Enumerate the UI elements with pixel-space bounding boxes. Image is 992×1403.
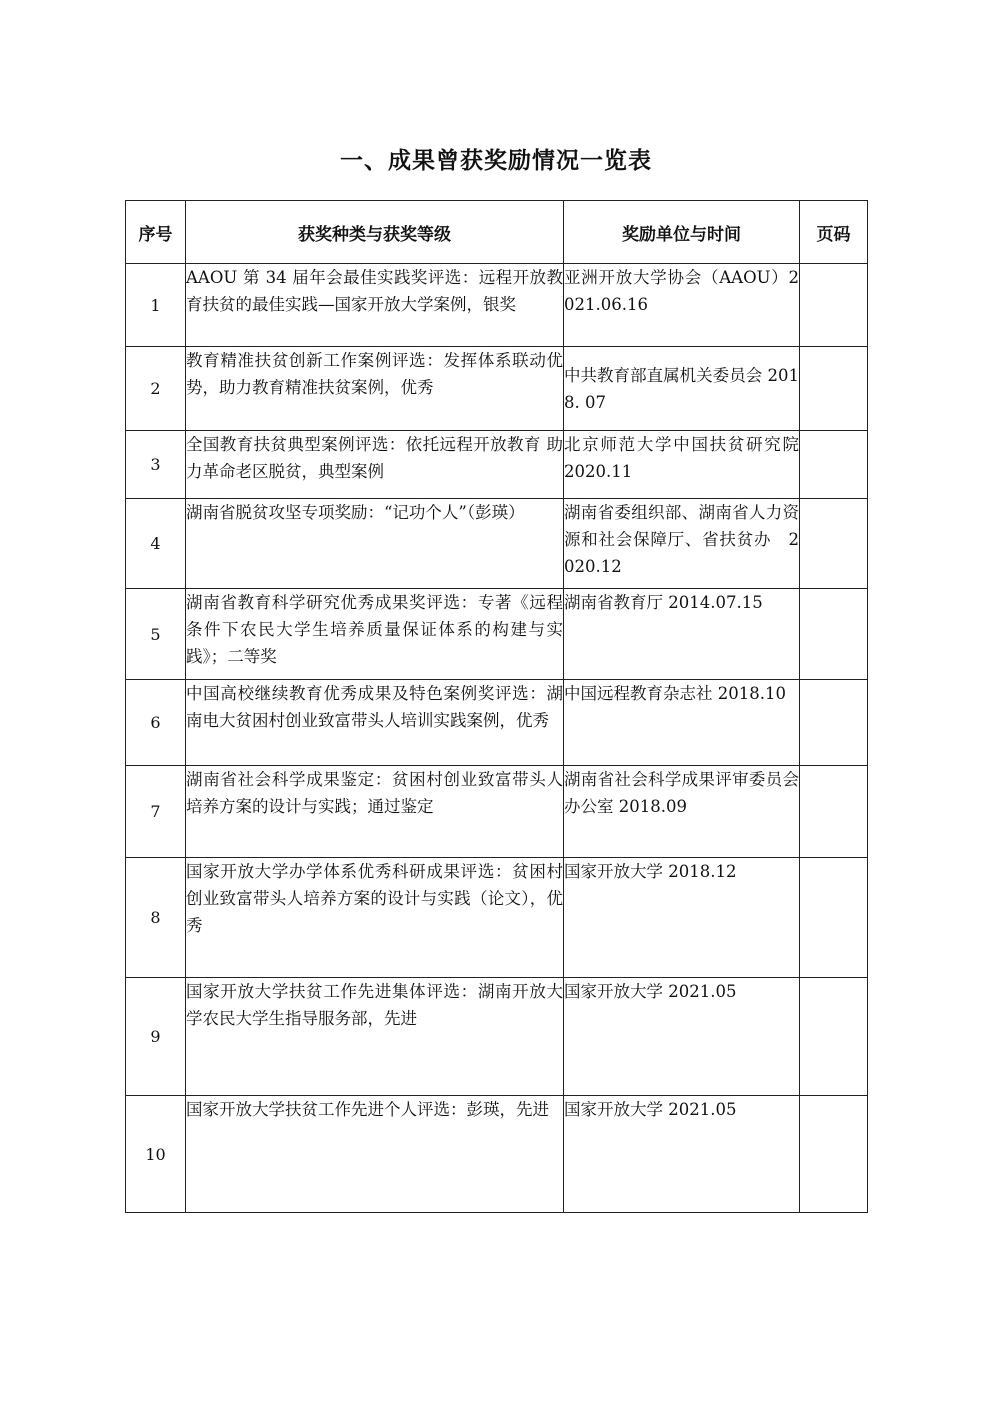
table-row bbox=[126, 431, 868, 499]
row-no: 2 bbox=[126, 347, 186, 431]
row-no: 3 bbox=[126, 431, 186, 499]
table-row bbox=[126, 589, 868, 680]
row-unit: 国家开放大学 2018.12 bbox=[564, 858, 800, 978]
row-unit: 国家开放大学 2021.05 bbox=[564, 978, 800, 1096]
row-no: 5 bbox=[126, 589, 186, 680]
row-page bbox=[800, 1096, 868, 1213]
row-no: 1 bbox=[126, 264, 186, 347]
row-award: 教育精准扶贫创新工作案例评选：发挥体系联动优势，助力教育精准扶贫案例，优秀 bbox=[186, 347, 564, 431]
row-page bbox=[800, 978, 868, 1096]
header-no: 序号 bbox=[126, 201, 186, 264]
row-unit: 湖南省教育厅 2014.07.15 bbox=[564, 589, 800, 680]
table-row bbox=[126, 499, 868, 589]
table-row bbox=[126, 680, 868, 766]
table-row bbox=[126, 1096, 868, 1213]
table-row bbox=[126, 858, 868, 978]
row-no: 9 bbox=[126, 978, 186, 1096]
row-no: 4 bbox=[126, 499, 186, 589]
row-page bbox=[800, 766, 868, 858]
row-page bbox=[800, 347, 868, 431]
row-unit: 中共教育部直属机关委员会 2018. 07 bbox=[564, 347, 800, 431]
row-unit: 中国远程教育杂志社 2018.10 bbox=[564, 680, 800, 766]
row-page bbox=[800, 858, 868, 978]
table-header-row bbox=[126, 201, 868, 264]
row-page bbox=[800, 499, 868, 589]
row-page bbox=[800, 589, 868, 680]
header-award: 获奖种类与获奖等级 bbox=[186, 201, 564, 264]
row-award: 国家开放大学办学体系优秀科研成果评选：贫困村创业致富带头人培养方案的设计与实践（论文），优秀 bbox=[186, 858, 564, 978]
row-award: 湖南省脱贫攻坚专项奖励：“记功个人”（彭瑛） bbox=[186, 499, 564, 589]
row-no: 10 bbox=[126, 1096, 186, 1213]
table-row bbox=[126, 766, 868, 858]
row-page bbox=[800, 264, 868, 347]
row-unit: 湖南省社会科学成果评审委员会办公室 2018.09 bbox=[564, 766, 800, 858]
page-title: 一、成果曾获奖励情况一览表 bbox=[340, 148, 652, 174]
header-unit: 奖励单位与时间 bbox=[564, 201, 800, 264]
row-unit: 湖南省委组织部、湖南省人力资源和社会保障厅、省扶贫办 2020.12 bbox=[564, 499, 800, 589]
row-no: 6 bbox=[126, 680, 186, 766]
row-award: AAOU 第 34 届年会最佳实践奖评选：远程开放教育扶贫的最佳实践—国家开放大学案例，银奖 bbox=[186, 264, 564, 347]
row-award: 全国教育扶贫典型案例评选：依托远程开放教育 助力革命老区脱贫，典型案例 bbox=[186, 431, 564, 499]
row-award: 湖南省社会科学成果鉴定：贫困村创业致富带头人培养方案的设计与实践；通过鉴定 bbox=[186, 766, 564, 858]
row-unit: 北京师范大学中国扶贫研究院 2020.11 bbox=[564, 431, 800, 499]
row-award: 中国高校继续教育优秀成果及特色案例奖评选：湖南电大贫困村创业致富带头人培训实践案例，优秀 bbox=[186, 680, 564, 766]
row-no: 8 bbox=[126, 858, 186, 978]
awards-table bbox=[125, 200, 868, 1213]
row-no: 7 bbox=[126, 766, 186, 858]
row-unit: 国家开放大学 2021.05 bbox=[564, 1096, 800, 1213]
table-row bbox=[126, 978, 868, 1096]
table-row bbox=[126, 347, 868, 431]
row-unit: 亚洲开放大学协会（AAOU）2021.06.16 bbox=[564, 264, 800, 347]
row-award: 湖南省教育科学研究优秀成果奖评选：专著《远程条件下农民大学生培养质量保证体系的构建与实践》；二等奖 bbox=[186, 589, 564, 680]
row-page bbox=[800, 680, 868, 766]
row-award: 国家开放大学扶贫工作先进个人评选：彭瑛，先进 bbox=[186, 1096, 564, 1213]
table-row bbox=[126, 264, 868, 347]
row-award: 国家开放大学扶贫工作先进集体评选：湖南开放大学农民大学生指导服务部，先进 bbox=[186, 978, 564, 1096]
header-page: 页码 bbox=[800, 201, 868, 264]
